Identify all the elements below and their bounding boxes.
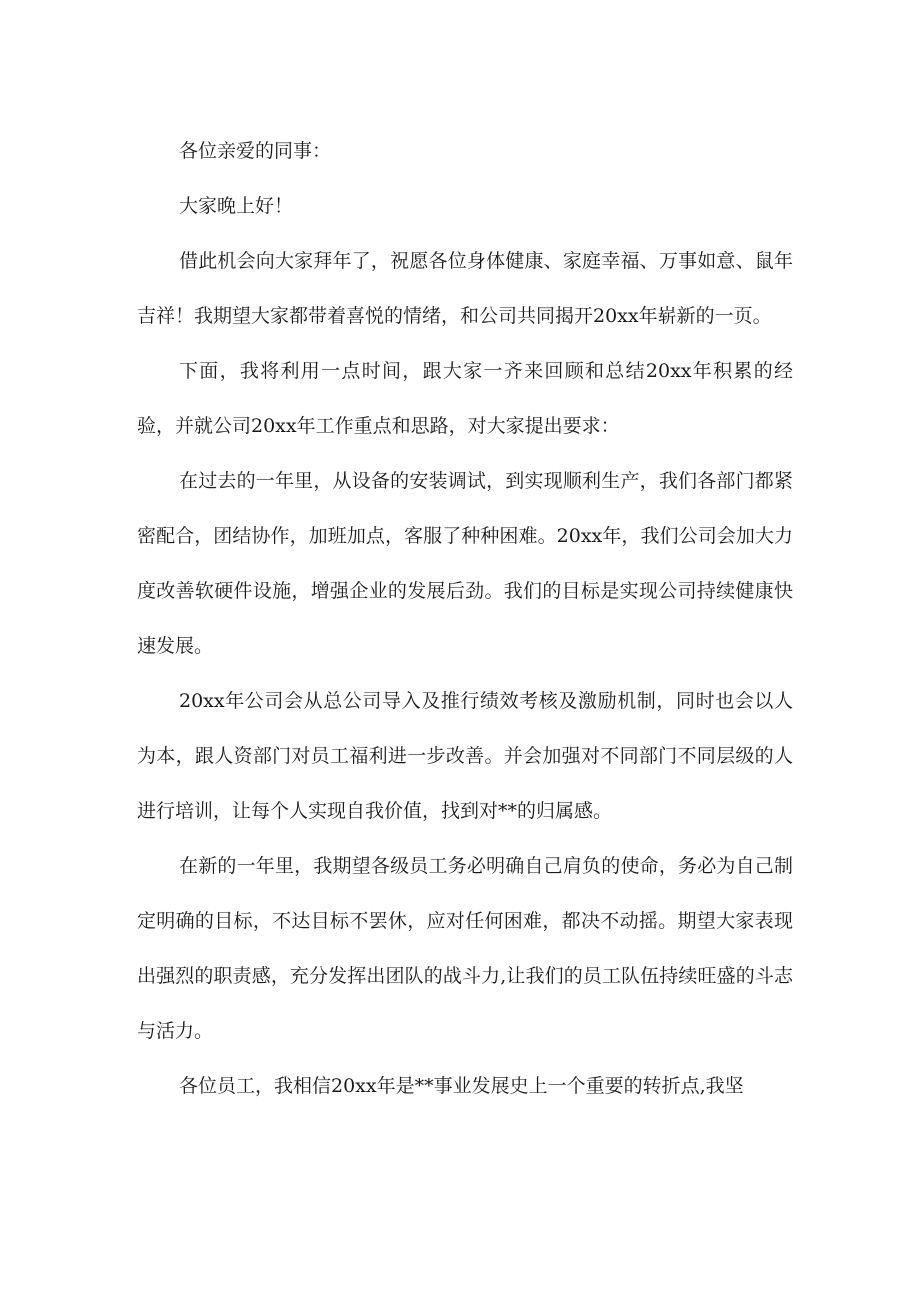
body-paragraph: 借此机会向大家拜年了，祝愿各位身体健康、家庭幸福、万事如意、鼠年吉祥！我期望大家都带着喜悦的情绪，和公司共同揭开20xx年崭新的一页。 xyxy=(137,250,793,327)
document-body xyxy=(137,124,793,1114)
body-paragraph: 在新的一年里，我期望各级员工务必明确自己肩负的使命，务必为自己制定明确的目标，不达目标不罢休，应对任何困难，都决不动摇。期望大家表现出强烈的职责感，充分发挥出团队的战斗力,让我们的员工队伍持续旺盛的斗志与活力。 xyxy=(137,855,793,1042)
body-paragraph: 在过去的一年里，从设备的安装调试，到实现顺利生产，我们各部门都紧密配合，团结协作，加班加点，客服了种种困难。20xx年，我们公司会加大力度改善软硬件设施，增强企业的发展后劲。我们的目标是实现公司持续健康快速发展。 xyxy=(137,470,793,657)
body-paragraph: 各位员工，我相信20xx年是**事业发展史上一个重要的转折点,我坚 xyxy=(179,1075,744,1097)
body-paragraph: 下面，我将利用一点时间，跟大家一齐来回顾和总结20xx年积累的经验，并就公司20xx年工作重点和思路，对大家提出要求： xyxy=(137,360,793,437)
body-paragraph: 20xx年公司会从总公司导入及推行绩效考核及激励机制，同时也会以人为本，跟人资部门对员工福利进一步改善。并会加强对不同部门不同层级的人进行培训，让每个人实现自我价值，找到对**的归属感。 xyxy=(137,690,793,822)
salutation-paragraph: 大家晚上好！ xyxy=(179,195,294,217)
greeting-paragraph: 各位亲爱的同事： xyxy=(179,140,332,162)
